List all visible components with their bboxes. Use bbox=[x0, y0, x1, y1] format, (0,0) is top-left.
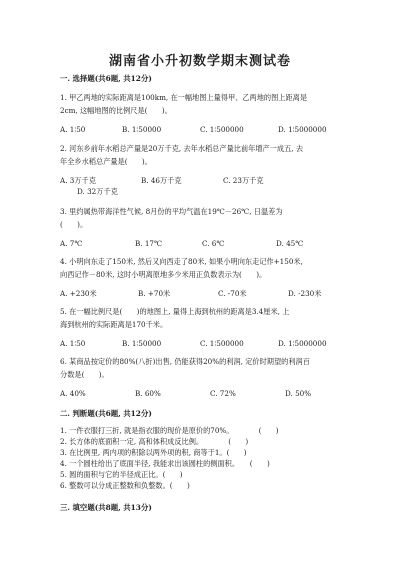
question-5-options bbox=[60, 339, 360, 349]
option-c: C. 23万千克 bbox=[223, 176, 264, 185]
option-a: A. 1∶50 bbox=[60, 339, 86, 348]
section-judgment-heading: 二. 判断题(共6题, 共12分) bbox=[60, 409, 152, 418]
option-b: B. 17℃ bbox=[135, 239, 163, 248]
option-d: D. 50% bbox=[285, 389, 312, 398]
option-b: B. 46万千克 bbox=[141, 176, 182, 185]
option-c: C. 72% bbox=[210, 389, 236, 398]
question-2-option-d: D. 32万千克 bbox=[77, 187, 118, 196]
judgment-item-5: 5. 圆的面积与它的半径成正比。( ) bbox=[60, 470, 183, 479]
section-fill-heading: 三. 填空题(共8题, 共13分) bbox=[60, 503, 152, 512]
question-3-line-2: ( )。 bbox=[60, 220, 88, 229]
question-5-line-2: 海到杭州的实际距离是170千米。 bbox=[60, 320, 168, 329]
option-c: C. 6℃ bbox=[202, 239, 225, 248]
question-2-line-1: 2. 河东乡前年水稻总产量是20万千克, 去年水稻总产量比前年增产一成五, 去 bbox=[60, 144, 304, 153]
option-a: A. 3万千克 bbox=[60, 176, 96, 185]
option-c: C. -70米 bbox=[218, 289, 247, 298]
option-c: C. 1∶500000 bbox=[200, 339, 244, 348]
question-3-line-1: 3. 里约属热带海洋性气候, 8月份的平均气温在19℃－26℃, 日温差为 bbox=[60, 207, 283, 216]
judgment-item-3: 3. 在比例里, 两内项的积除以两外项的积, 商等于1。( ) bbox=[60, 448, 247, 457]
judgment-item-6: 6. 整数可以分成正整数和负整数。( ) bbox=[60, 481, 190, 490]
page-title: 湖南省小升初数学期末测试卷 bbox=[108, 54, 291, 69]
option-c: C. 1∶500000 bbox=[200, 125, 244, 134]
question-1-line-1: 1. 甲乙两地的实际距离是100km, 在一幅地图上量得甲、乙两地的图上距离是 bbox=[60, 93, 308, 102]
question-3-options bbox=[60, 239, 360, 249]
question-5-line-1: 5. 在一幅比例尺是( )的地图上, 量得上海到杭州的距离是3.4厘米, 上 bbox=[60, 307, 290, 316]
judgment-item-4: 4. 一个圆柱给出了底面半径, 我能求出该圆柱的侧面积。 ( ) bbox=[60, 459, 270, 468]
question-2-line-2: 年全乡水稻总产量是( )。 bbox=[60, 157, 152, 166]
question-6-line-1: 6. 某商品按定价的80%(八折)出售, 仍能获得20%的利润, 定价时期望的利润百 bbox=[60, 357, 310, 366]
option-a: A. 7℃ bbox=[60, 239, 83, 248]
question-1-line-2: 2cm, 这幅地图的比例尺是( )。 bbox=[60, 106, 172, 115]
question-6-options bbox=[60, 389, 360, 399]
option-b: B. 1∶50000 bbox=[122, 125, 162, 134]
option-d: D. 1∶5000000 bbox=[278, 339, 327, 348]
question-4-options bbox=[60, 289, 360, 299]
question-4-line-2: 向西记作－80米, 这时小明离原地多少米用正负数表示为( )。 bbox=[60, 270, 267, 279]
section-choice-heading: 一. 选择题(共6题, 共12分) bbox=[60, 74, 152, 83]
question-4-line-1: 4. 小明向东走了150米, 然后又向西走了80米, 如果小明向东走记作+150米, bbox=[60, 257, 303, 266]
option-d: D. 1∶5000000 bbox=[278, 125, 327, 134]
question-2-options bbox=[60, 176, 360, 186]
option-b: B. 1∶50000 bbox=[122, 339, 162, 348]
option-d: D. 45℃ bbox=[276, 239, 304, 248]
option-a: A. 1∶50 bbox=[60, 125, 86, 134]
question-1-options bbox=[60, 125, 360, 135]
judgment-item-1: 1. 一件衣服打三折, 就是指衣服的现价是原价的70%。 ( ) bbox=[60, 426, 279, 435]
option-a: A. +230米 bbox=[60, 289, 97, 298]
option-b: B. 60% bbox=[135, 389, 161, 398]
option-b: B. +70米 bbox=[138, 289, 171, 298]
judgment-item-2: 2. 长方体的底面积一定, 高和体积成反比例。 ( ) bbox=[60, 437, 249, 446]
option-d: D. -230米 bbox=[288, 289, 322, 298]
option-a: A. 40% bbox=[60, 389, 86, 398]
question-6-line-2: 分数是( )。 bbox=[60, 370, 109, 379]
